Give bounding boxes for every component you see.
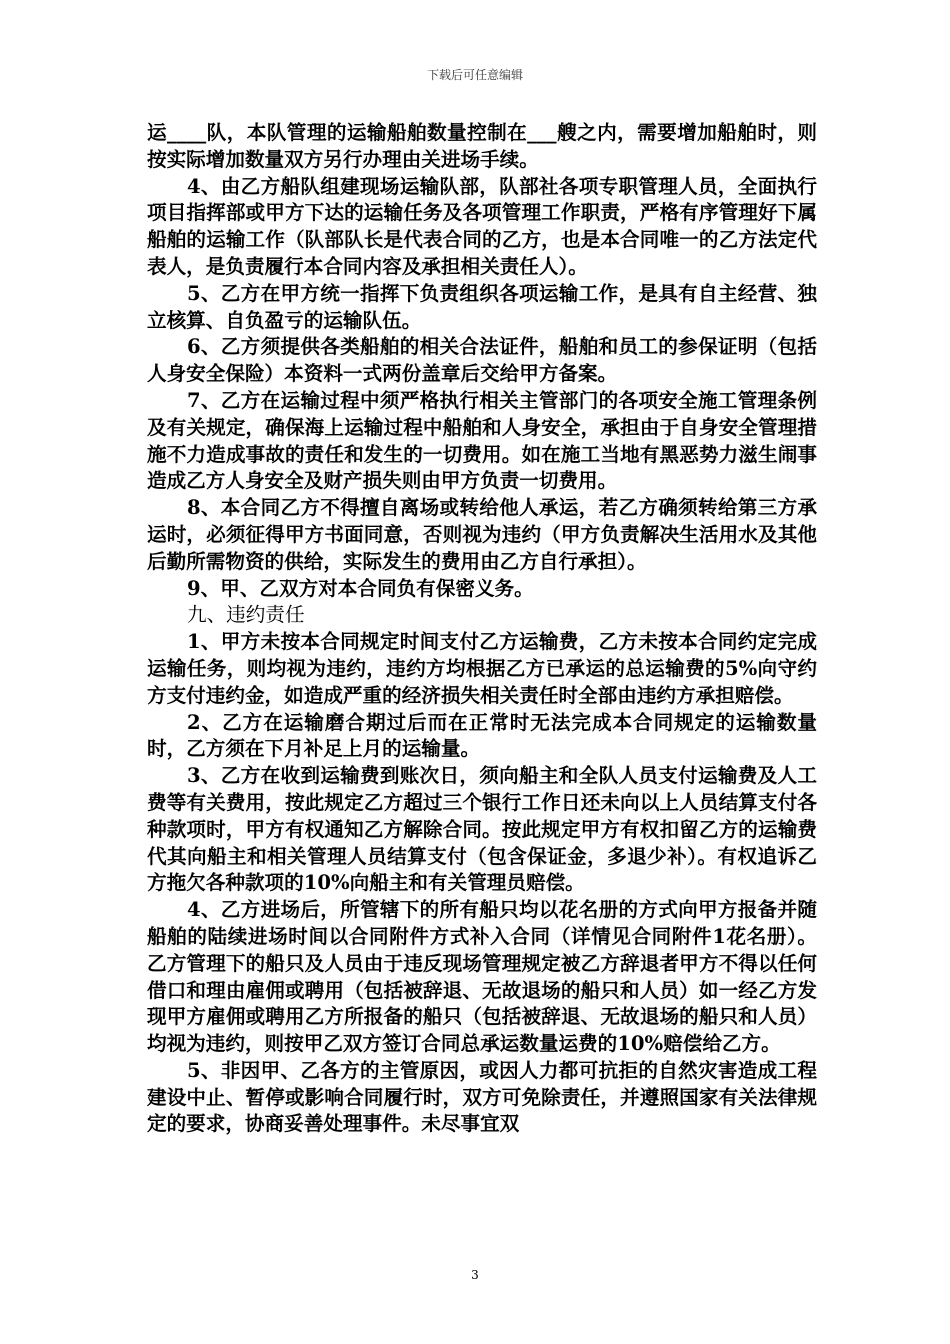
paragraph: 4、乙方进场后，所管辖下的所有船只均以花名册的方式向甲方报备并随船舶的陆续进场时间以合同附件方式补入合同（详情见合同附件1花名册）。乙方管理下的船只及人员由于违反现场管理规定被乙方辞退者甲方不得以任何借口和理由雇佣或聘用（包括被辞退、无故退场的船只和人员）如一经乙方发现甲方雇佣或聘用乙方所报备的船只（包括被辞退、无故退场的船只和人员）均视为违约，则按甲乙双方签订合同总承运数量运费的10%赔偿给乙方。: [147, 898, 817, 1056]
paragraph: 1、甲方未按本合同规定时间支付乙方运输费，乙方未按本合同约定完成运输任务，则均视为违约，违约方均根据乙方已承运的总运输费的5%向守约方支付违约金，如造成严重的经济损失相关责任时全部由违约方承担赔偿。: [147, 630, 817, 707]
document-body: [147, 120, 817, 1138]
paragraph: 2、乙方在运输磨合期过后而在正常时无法完成本合同规定的运输数量时，乙方须在下月补足上月的运输量。: [147, 710, 817, 761]
paragraph: 6、乙方须提供各类船舶的相关合法证件，船舶和员工的参保证明（包括人身安全保险）本资料一式两份盖章后交给甲方备案。: [147, 335, 817, 386]
page-header: 下载后可任意编辑: [426, 68, 523, 82]
paragraph: 九、违约责任: [187, 603, 305, 627]
paragraph: 3、乙方在收到运输费到账次日，须向船主和全队人员支付运输费及人工费等有关费用，按此规定乙方超过三个银行工作日还未向以上人员结算支付各种款项时，甲方有权通知乙方解除合同。按此规定甲方有权扣留乙方的运输费代其向船主和相关管理人员结算支付（包含保证金，多退少补）。有权追诉乙方拖欠各种款项的10%向船主和有关管理员赔偿。: [147, 764, 817, 895]
page-number: 3: [471, 1268, 479, 1282]
paragraph: 8、本合同乙方不得擅自离场或转给他人承运，若乙方确须转给第三方承运时，必须征得甲方书面同意，否则视为违约（甲方负责解决生活用水及其他后勤所需物资的供给，实际发生的费用由乙方自行承担）。: [147, 496, 817, 573]
paragraph: 5、乙方在甲方统一指挥下负责组织各项运输工作，是具有自主经营、独立核算、自负盈亏的运输队伍。: [147, 281, 817, 332]
paragraph: 5、非因甲、乙各方的主管原因，或因人力都可抗拒的自然灾害造成工程建设中止、暂停或影响合同履行时，双方可免除责任，并遵照国家有关法律规定的要求，协商妥善处理事件。未尽事宜双: [147, 1058, 817, 1136]
paragraph: 运____队，本队管理的运输船舶数量控制在___艘之内，需要增加船舶时，则按实际增加数量双方另行办理由关进场手续。: [147, 121, 817, 171]
paragraph: 9、甲、乙双方对本合同负有保密义务。: [187, 576, 534, 600]
paragraph: 7、乙方在运输过程中须严格执行相关主管部门的各项安全施工管理条例及有关规定，确保海上运输过程中船舶和人身安全，承担由于自身安全管理措施不力造成事故的责任和发生的一切费用。如在施工当地有黑恶势力滋生闹事造成乙方人身安全及财产损失则由甲方负责一切费用。: [147, 388, 817, 493]
paragraph: 4、由乙方船队组建现场运输队部，队部社各项专职管理人员，全面执行项目指挥部或甲方下达的运输任务及各项管理工作职责，严格有序管理好下属船舶的运输工作（队部队长是代表合同的乙方，也是本合同唯一的乙方法定代表人，是负责履行本合同内容及承担相关责任人）。: [147, 174, 817, 278]
